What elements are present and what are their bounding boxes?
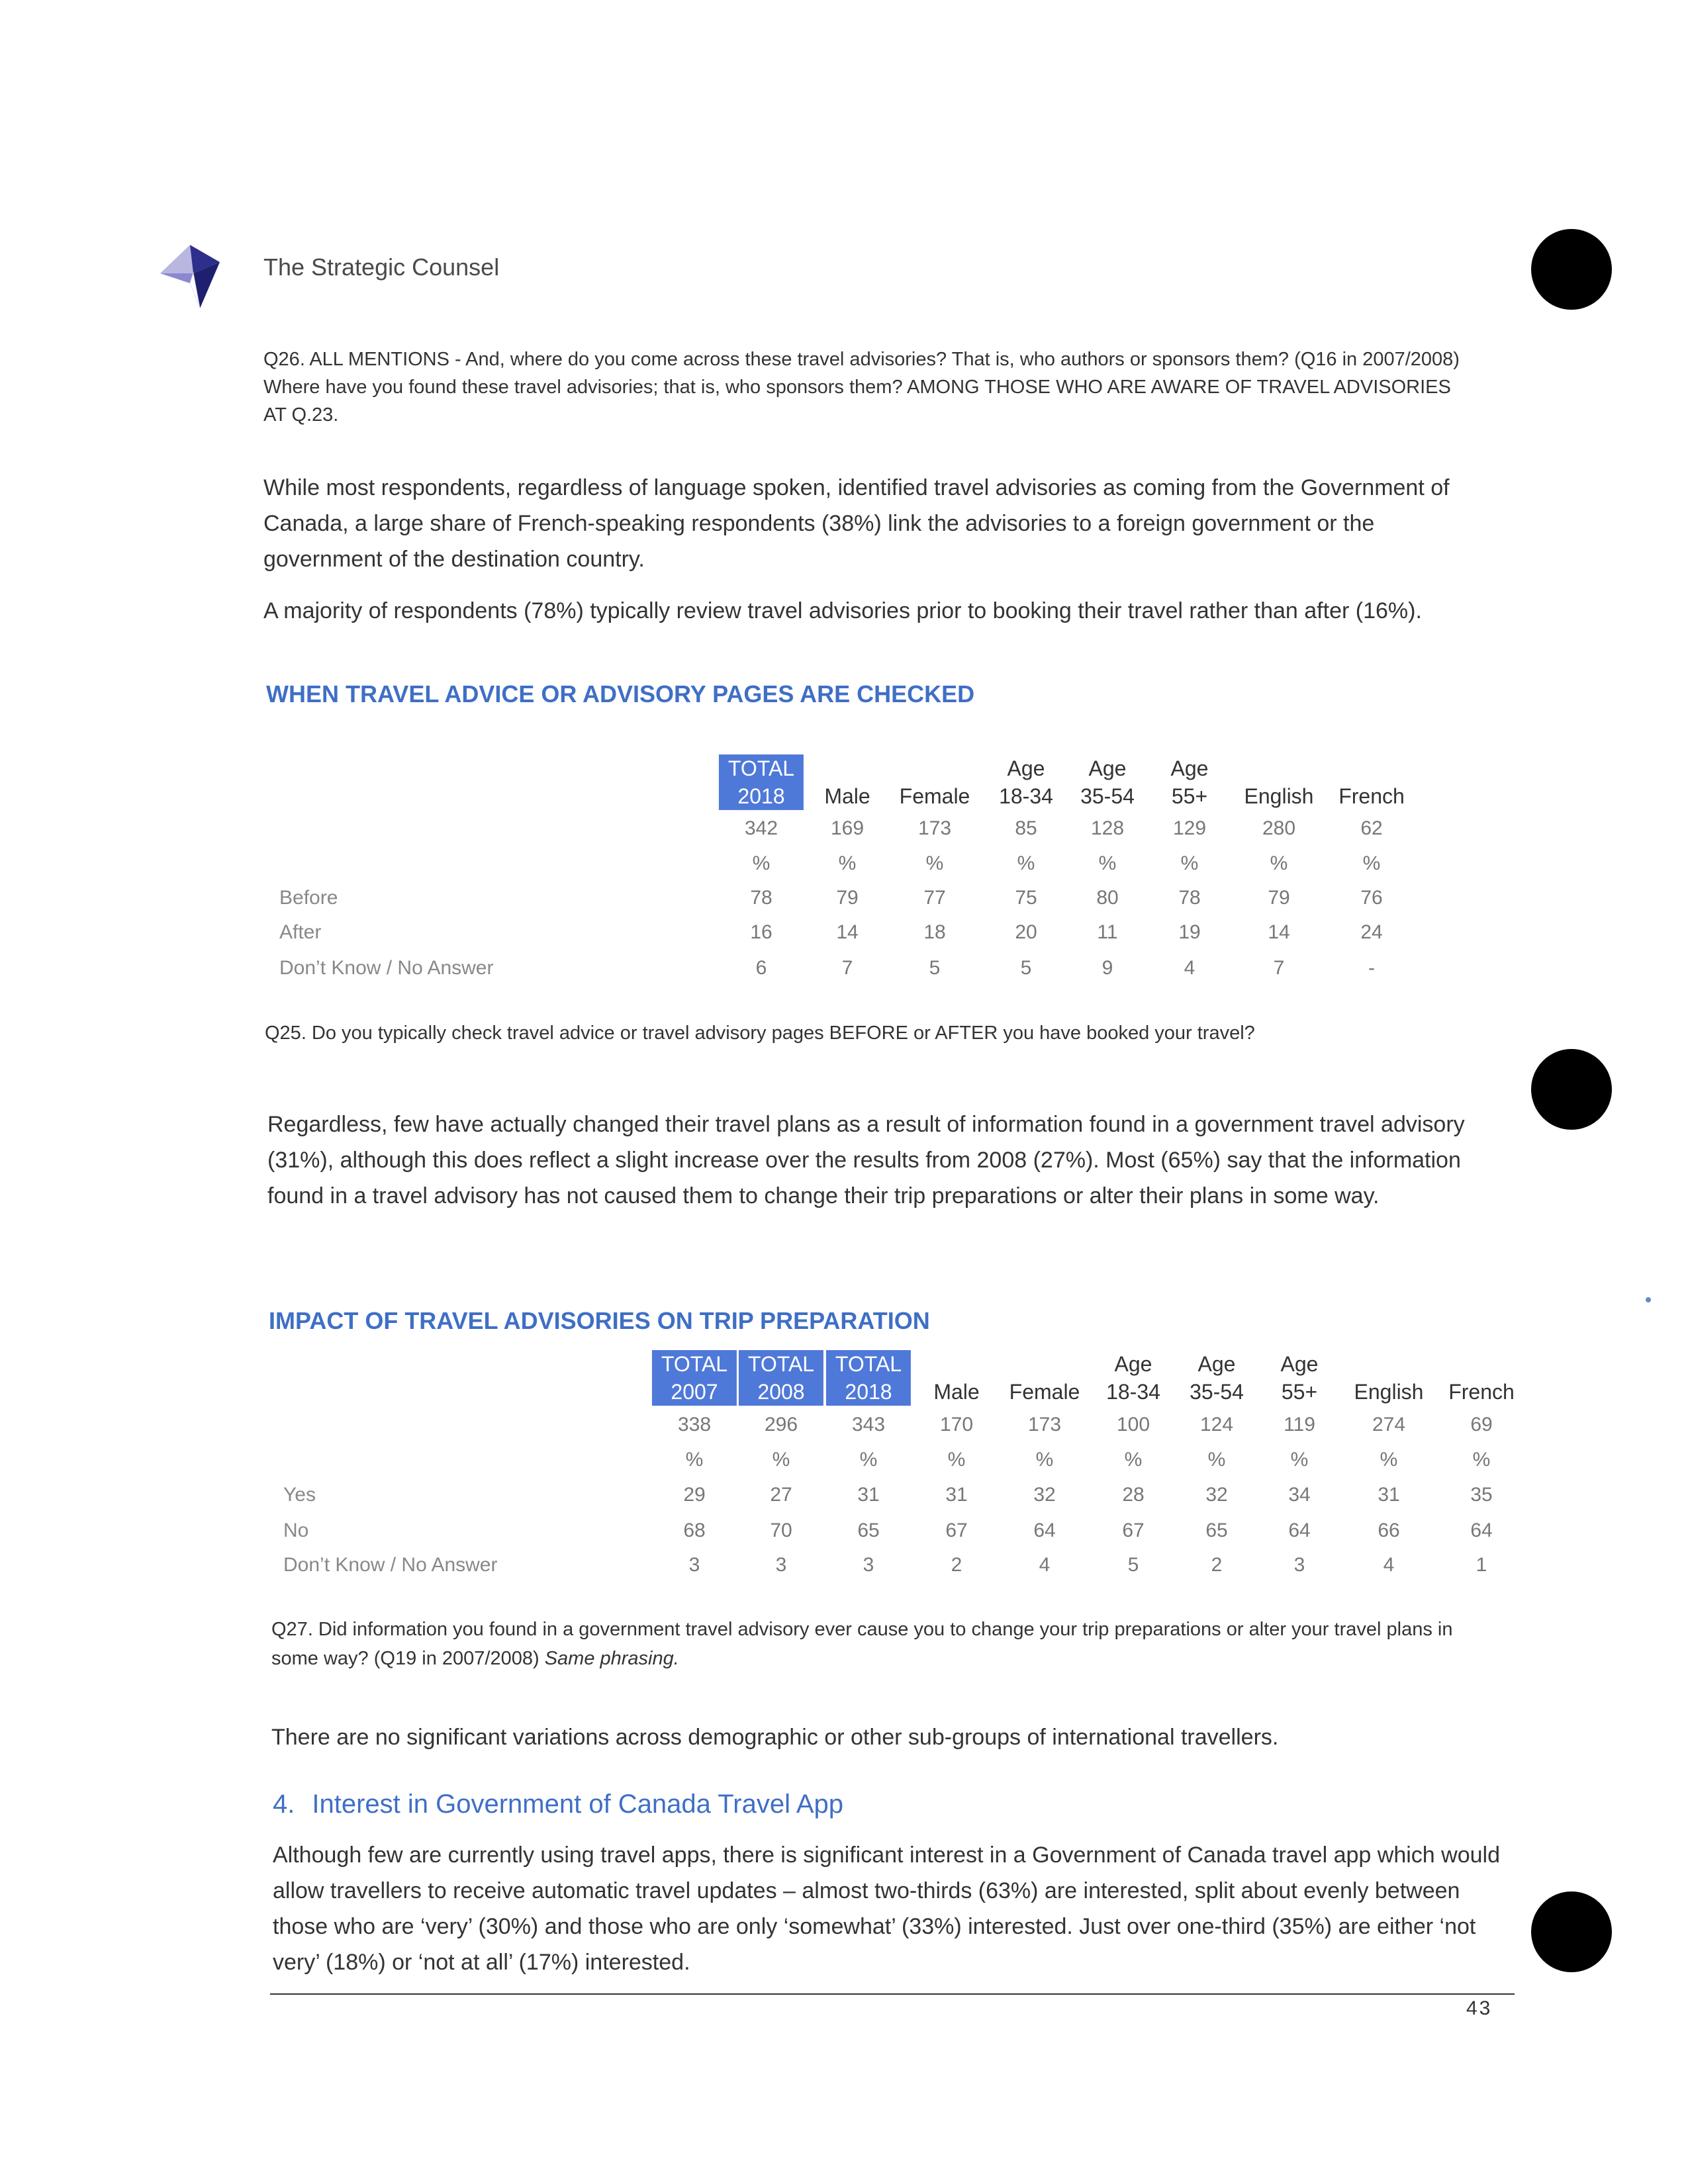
base-count: 128: [1090, 817, 1125, 839]
section-title: Interest in Government of Canada Travel App: [312, 1790, 844, 1819]
brand-name: The Strategic Counsel: [263, 253, 500, 281]
column-header-line2: French: [1338, 784, 1405, 808]
base-count: 129: [1172, 817, 1207, 839]
percent-sign: %: [1017, 852, 1035, 874]
hole-punch: [1531, 229, 1612, 310]
column-header-line2: 2018: [737, 784, 785, 808]
percent-sign: %: [685, 1449, 704, 1471]
table-cell: 67: [1122, 1520, 1145, 1541]
table2-title: IMPACT OF TRAVEL ADVISORIES ON TRIP PREPARATION: [269, 1307, 930, 1334]
table-cell: 64: [1033, 1520, 1056, 1541]
table-cell: 11: [1097, 921, 1118, 943]
table-cell: 14: [1268, 921, 1290, 943]
column-header-line1: [824, 754, 870, 782]
row-label: Don’t Know / No Answer: [283, 1554, 498, 1576]
base-count: 62: [1360, 817, 1383, 839]
table-cell: 24: [1360, 921, 1383, 943]
table-cell: 3: [863, 1554, 874, 1576]
column-header-line2: Female: [899, 784, 970, 808]
column-header: [1009, 1350, 1080, 1406]
column-header: [999, 754, 1053, 810]
column-header: [739, 1350, 823, 1406]
percent-sign: %: [1290, 1449, 1309, 1471]
column-header: [719, 754, 804, 810]
column-header: [933, 1350, 979, 1406]
question-q27: [271, 1615, 1496, 1673]
paragraph-plan-changes: Regardless, few have actually changed their travel plans as a result of information found in a government travel advisory (31%), although this does reflect a slight increase over the results from 2008 (27%). Most (65%) say that the information found in a travel advisory has not caused them to change their trip preparations or alter their plans in some way.: [267, 1112, 1465, 1208]
percent-sign: %: [859, 1449, 878, 1471]
table-cell: 35: [1470, 1484, 1493, 1506]
column-header-line2: Male: [933, 1380, 980, 1404]
table-cell: 80: [1096, 887, 1119, 909]
table-cell: 79: [1268, 887, 1290, 909]
page-number: 43: [1466, 1997, 1493, 2019]
percent-sign: %: [1472, 1449, 1491, 1471]
percent-sign: %: [772, 1449, 790, 1471]
row-label: Yes: [283, 1484, 316, 1506]
percent-sign: %: [925, 852, 944, 874]
column-header-line2: 2018: [845, 1380, 892, 1404]
column-header: [826, 1350, 911, 1406]
table-cell: 7: [1273, 957, 1285, 979]
table-cell: 27: [770, 1484, 792, 1506]
table-cell: 16: [750, 921, 773, 943]
table-cell: 28: [1122, 1484, 1145, 1506]
paragraph-review-timing: A majority of respondents (78%) typically review travel advisories prior to booking their travel rather than after (16%).: [263, 598, 1422, 623]
column-header-line1: [1338, 754, 1405, 782]
table-cell: 5: [929, 957, 941, 979]
column-header-line2: 35-54: [1190, 1380, 1244, 1404]
column-header-line2: Female: [1009, 1380, 1080, 1404]
table-cell: 9: [1102, 957, 1113, 979]
base-count: 69: [1470, 1414, 1493, 1435]
column-header-line1: Age: [1088, 756, 1127, 780]
column-header-line2: 55+: [1281, 1380, 1318, 1404]
base-count: 338: [677, 1414, 712, 1435]
column-header-line1: Age: [1280, 1352, 1319, 1376]
table-cell: 2: [951, 1554, 962, 1576]
table-cell: 20: [1015, 921, 1037, 943]
base-count: 342: [744, 817, 778, 839]
paragraph-advisory-source: While most respondents, regardless of language spoken, identified travel advisories as coming from the Government of Canada, a large share of French-speaking respondents (38%) link the advisories to a foreign government or the government of the destination country.: [263, 475, 1450, 572]
base-count: 170: [939, 1414, 974, 1435]
column-header-line1: [1354, 1350, 1424, 1378]
table-cell: -: [1368, 957, 1375, 979]
percent-sign: %: [752, 852, 771, 874]
table-cell: 31: [945, 1484, 968, 1506]
column-header-line1: TOTAL: [727, 756, 795, 780]
table-cell: 70: [770, 1520, 792, 1541]
percent-sign: %: [1180, 852, 1199, 874]
row-label: After: [279, 921, 322, 943]
table1-title: WHEN TRAVEL ADVICE OR ADVISORY PAGES ARE CHECKED: [266, 680, 975, 707]
base-count: 274: [1372, 1414, 1406, 1435]
table-cell: 18: [923, 921, 946, 943]
column-header-line1: TOTAL: [747, 1352, 815, 1376]
table-cell: 32: [1033, 1484, 1056, 1506]
base-count: 100: [1116, 1414, 1150, 1435]
column-header-line1: [1244, 754, 1314, 782]
column-header-line1: Age: [1007, 756, 1045, 780]
table-cell: 3: [688, 1554, 700, 1576]
table-cell: 29: [683, 1484, 706, 1506]
table-cell: 4: [1184, 957, 1196, 979]
column-header: [1338, 754, 1405, 810]
table-cell: 79: [836, 887, 859, 909]
column-header-line1: [1009, 1350, 1080, 1378]
table-cell: 4: [1383, 1554, 1395, 1576]
column-header-line2: 55+: [1171, 784, 1208, 808]
table-cell: 3: [775, 1554, 787, 1576]
table-cell: 31: [1378, 1484, 1400, 1506]
column-header: [1106, 1350, 1160, 1406]
question-q26: Q26. ALL MENTIONS - And, where do you come across these travel advisories? That is, who authors or sponsors them? (Q16 in 2007/2008) Where have you found these travel advisories; that is, who sponsors them? AMONG THOSE WHO ARE AWARE OF TRAVEL ADVISORIES AT Q.23.: [263, 349, 1460, 426]
row-label: Don’t Know / No Answer: [279, 957, 494, 979]
column-header-line1: TOTAL: [835, 1352, 902, 1376]
column-header-line1: [933, 1350, 979, 1378]
column-header: [1281, 1350, 1319, 1406]
table-cell: 64: [1470, 1520, 1493, 1541]
percent-sign: %: [1098, 852, 1117, 874]
row-label: Before: [279, 887, 338, 909]
column-header-line2: French: [1448, 1380, 1515, 1404]
table-cell: 65: [1205, 1520, 1228, 1541]
section-heading-travel-app: [273, 1790, 843, 1819]
question-q25: Q25. Do you typically check travel advice or travel advisory pages BEFORE or AFTER you have booked your travel?: [265, 1023, 1255, 1044]
table-cell: 76: [1360, 887, 1383, 909]
column-header-line2: Male: [824, 784, 870, 808]
q27-text: Q27. Did information you found in a government travel advisory ever cause you to change your trip preparations or alter your travel plans in some way? (Q19 in 2007/2008): [271, 1619, 1453, 1669]
base-count: 169: [830, 817, 865, 839]
table-cell: 4: [1039, 1554, 1051, 1576]
column-header-line1: TOTAL: [661, 1352, 728, 1376]
table-cell: 67: [945, 1520, 968, 1541]
section-number: 4.: [273, 1790, 295, 1819]
table-cell: 31: [857, 1484, 880, 1506]
base-count: 124: [1199, 1414, 1234, 1435]
hole-punch: [1531, 1891, 1612, 1972]
hole-punch: [1531, 1049, 1612, 1130]
table-cell: 75: [1015, 887, 1037, 909]
percent-sign: %: [1270, 852, 1288, 874]
percent-sign: %: [1380, 1449, 1398, 1471]
column-header-line2: English: [1244, 784, 1314, 808]
table-cell: 34: [1288, 1484, 1311, 1506]
percent-sign: %: [838, 852, 857, 874]
column-header-line2: 2008: [757, 1380, 805, 1404]
q27-italic-note: Same phrasing.: [544, 1648, 679, 1669]
scan-speck: [1646, 1297, 1651, 1302]
column-header: [652, 1350, 737, 1406]
column-header-line1: [900, 754, 970, 782]
base-count: 280: [1262, 817, 1296, 839]
table-cell: 78: [1178, 887, 1201, 909]
table-cell: 19: [1178, 921, 1201, 943]
footer-rule: [270, 1993, 1515, 1995]
base-count: 296: [764, 1414, 798, 1435]
percent-sign: %: [1362, 852, 1381, 874]
column-header-line1: Age: [1114, 1352, 1152, 1376]
table-cell: 65: [857, 1520, 880, 1541]
base-count: 85: [1015, 817, 1037, 839]
percent-sign: %: [1035, 1449, 1054, 1471]
column-header-line2: 18-34: [1106, 1380, 1160, 1404]
base-count: 173: [917, 817, 952, 839]
column-header: [824, 754, 870, 810]
column-header: [1354, 1350, 1424, 1406]
table-cell: 64: [1288, 1520, 1311, 1541]
percent-sign: %: [1124, 1449, 1143, 1471]
strategic-counsel-logo: [154, 230, 226, 316]
table-cell: 6: [755, 957, 767, 979]
table-cell: 77: [923, 887, 946, 909]
column-header: [1171, 754, 1209, 810]
table-cell: 66: [1378, 1520, 1400, 1541]
percent-sign: %: [947, 1449, 966, 1471]
base-count: 173: [1027, 1414, 1062, 1435]
table-cell: 3: [1293, 1554, 1305, 1576]
column-header-line2: 35-54: [1080, 784, 1135, 808]
table-cell: 7: [841, 957, 853, 979]
column-header: [1244, 754, 1314, 810]
table-cell: 32: [1205, 1484, 1228, 1506]
table-cell: 14: [836, 921, 859, 943]
column-header-line1: [1448, 1350, 1515, 1378]
row-label: No: [283, 1520, 309, 1541]
column-header-line1: Age: [1197, 1352, 1236, 1376]
column-header-line2: 2007: [671, 1380, 718, 1404]
table-cell: 1: [1476, 1554, 1487, 1576]
column-header: [1448, 1350, 1515, 1406]
column-header: [1190, 1350, 1244, 1406]
column-header: [1080, 754, 1135, 810]
table-cell: 5: [1127, 1554, 1139, 1576]
percent-sign: %: [1207, 1449, 1226, 1471]
column-header-line2: English: [1354, 1380, 1424, 1404]
column-header: [900, 754, 970, 810]
paragraph-travel-app-interest: Although few are currently using travel apps, there is significant interest in a Government of Canada travel app which would allow travellers to receive automatic travel updates – almost two-thirds (63%) are interested, split about evenly between those who are ‘very’ (30%) and those who are only ‘somewhat’ (33%) interested. Just over one-third (35%) are either ‘not very’ (18%) or ‘not at all’ (17%) interested.: [273, 1843, 1500, 1975]
column-header-line1: Age: [1170, 756, 1209, 780]
table-cell: 5: [1020, 957, 1032, 979]
table-cell: 2: [1211, 1554, 1223, 1576]
paragraph-no-variations: There are no significant variations across demographic or other sub-groups of international travellers.: [271, 1725, 1279, 1750]
column-header-line2: 18-34: [999, 784, 1053, 808]
table-cell: 78: [750, 887, 773, 909]
table-cell: 68: [683, 1520, 706, 1541]
base-count: 343: [851, 1414, 886, 1435]
base-count: 119: [1284, 1414, 1315, 1435]
